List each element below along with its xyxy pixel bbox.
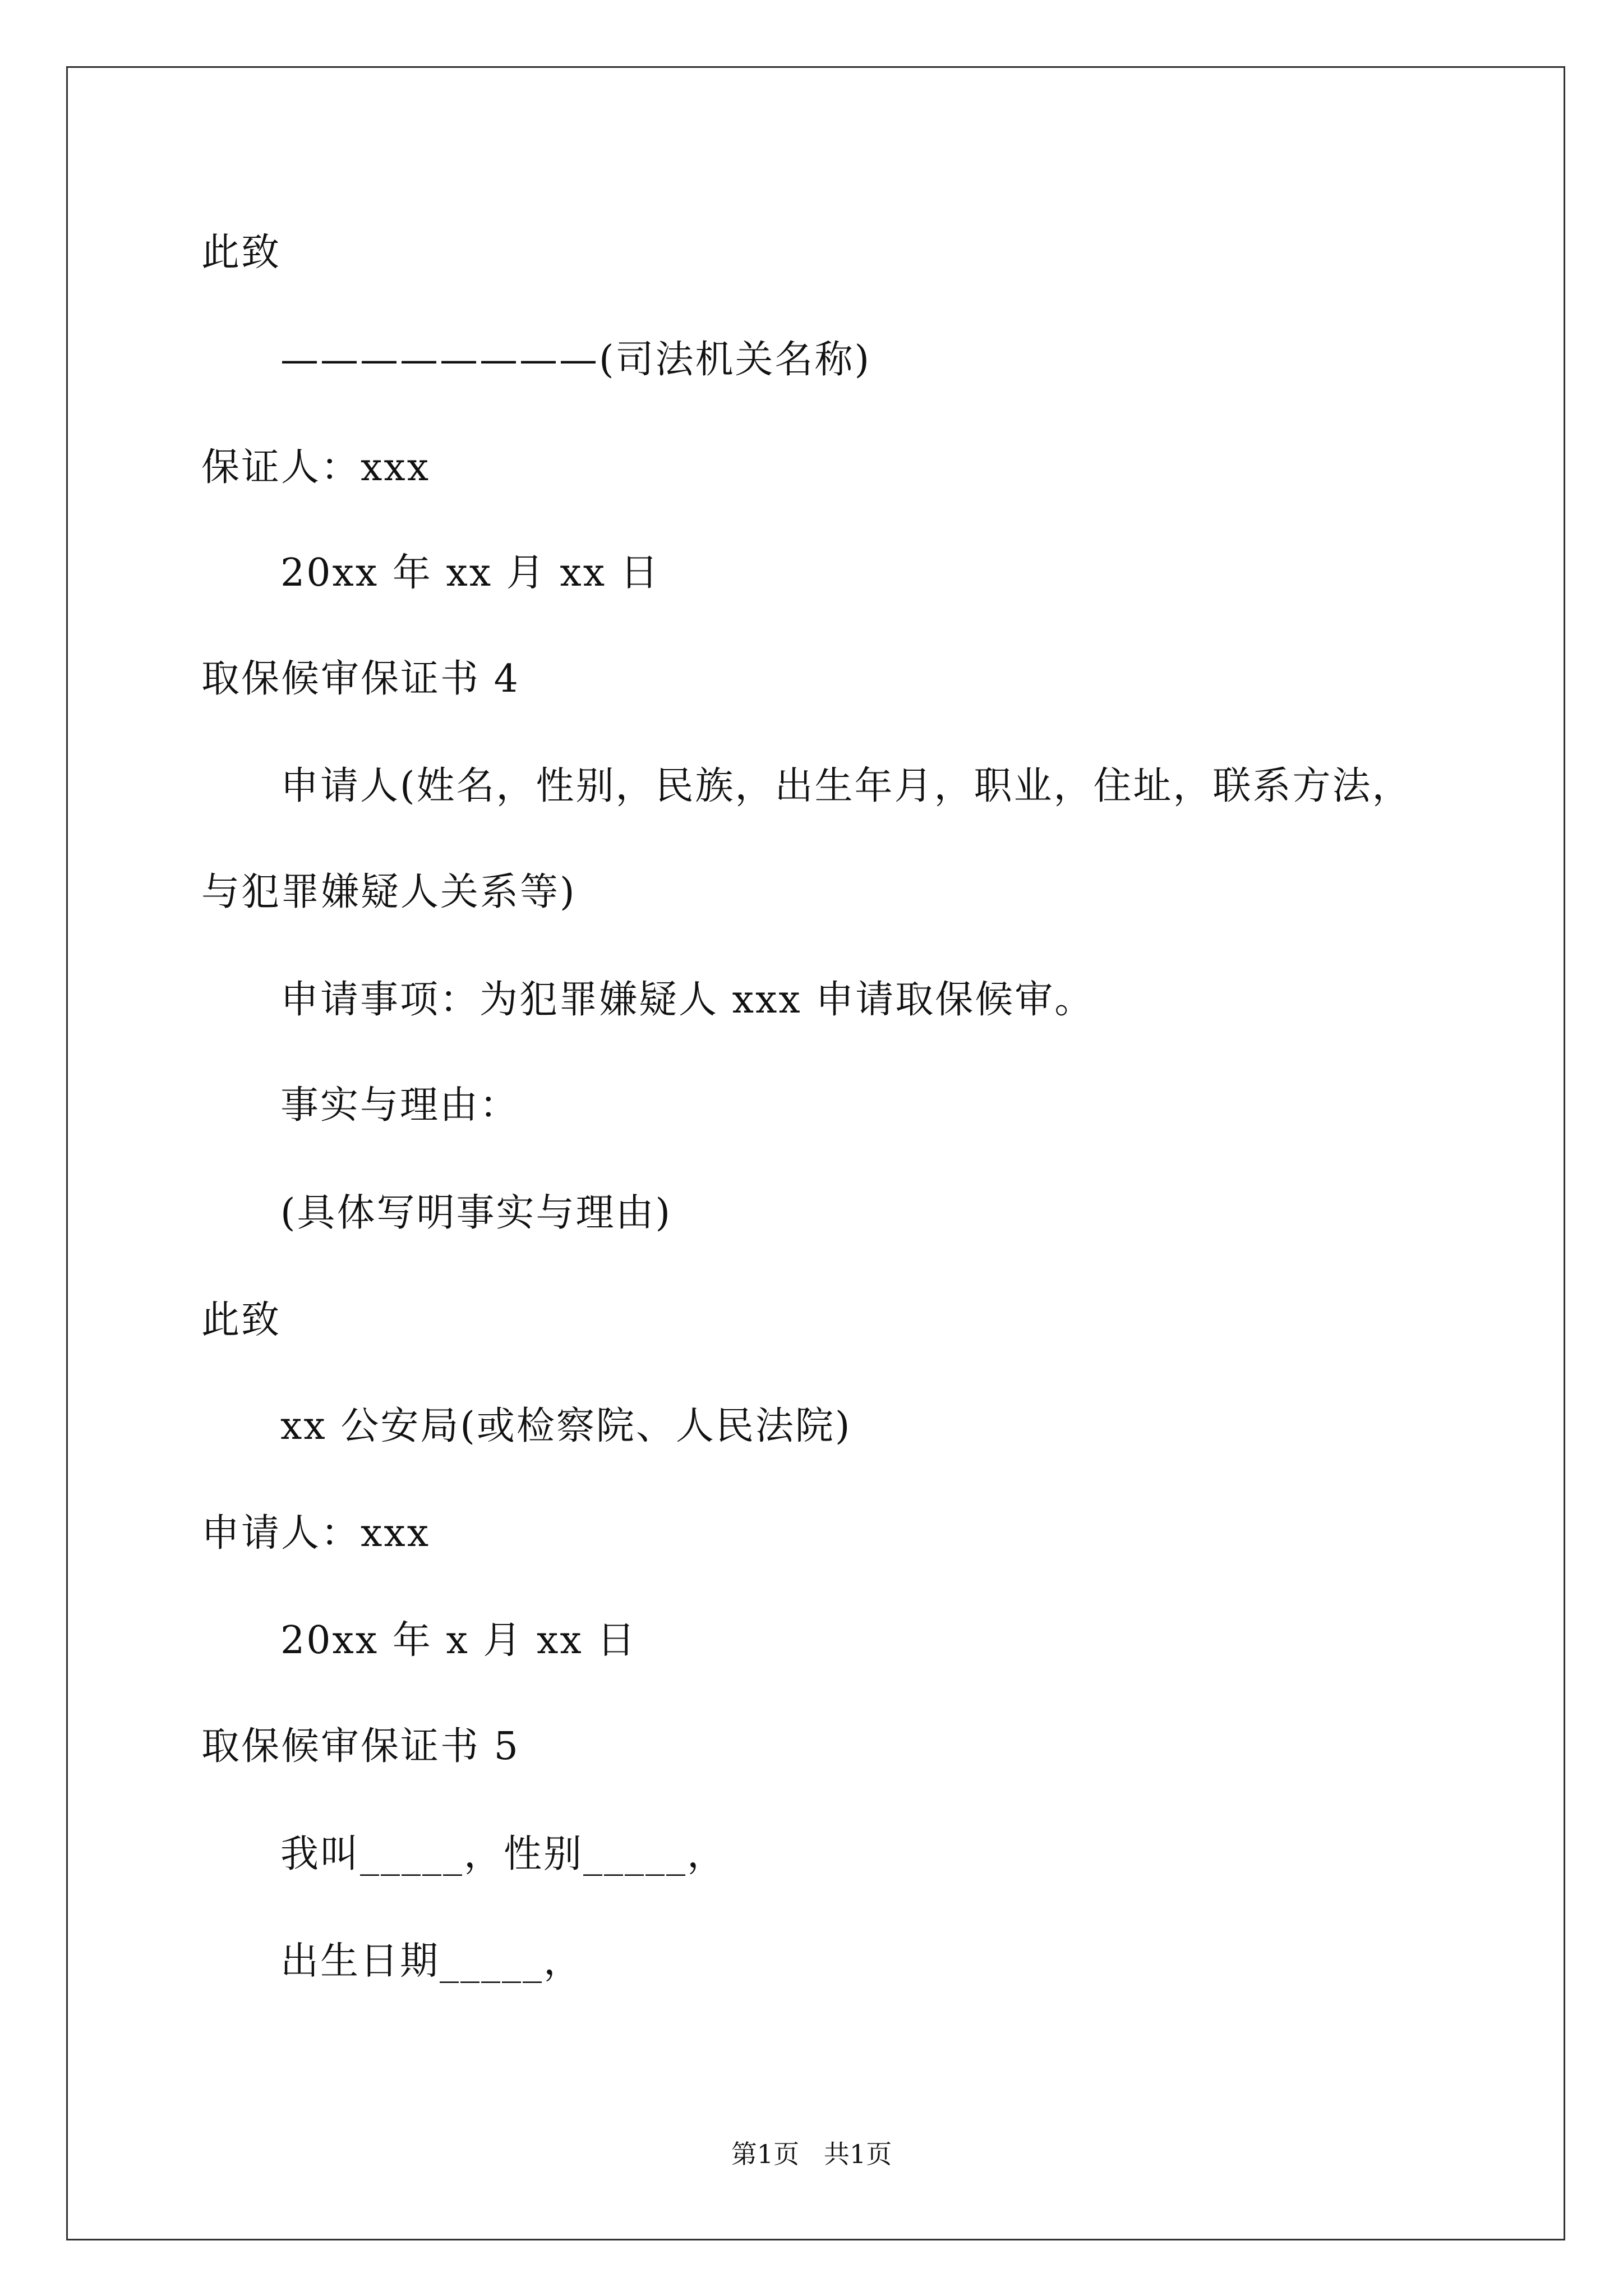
salutation: 此致 (201, 1298, 282, 1342)
section-heading: 取保候审保证书 5 (201, 1724, 520, 1769)
application-matter: 申请事项：为犯罪嫌疑人 xxx 申请取保候审。 (280, 978, 1095, 1022)
applicant-info: 申请人(姓名，性别，民族，出生年月，职业，住址，联系方法， (280, 764, 1412, 808)
page-number-footer: 第1页 共1页 (731, 2139, 892, 2169)
section-heading: 取保候审保证书 4 (201, 657, 520, 701)
applicant-signature: 申请人：xxx (201, 1511, 431, 1556)
guarantor-signature: 保证人：xxx (201, 445, 431, 490)
recipient-authority: xx 公安局(或检察院、人民法院) (280, 1404, 852, 1448)
salutation: 此致 (201, 231, 282, 275)
page-border (66, 66, 1565, 2240)
personal-info-line: 我叫_____，性别_____， (280, 1832, 727, 1876)
facts-reasons-label: 事实与理由： (280, 1083, 520, 1128)
signature-date: 20xx 年 xx 月 xx 日 (280, 551, 660, 595)
facts-reasons-text: (具体写明事实与理由) (280, 1191, 672, 1235)
recipient-authority: ————————(司法机关名称) (280, 338, 872, 382)
signature-date: 20xx 年 x 月 xx 日 (280, 1618, 637, 1663)
applicant-info-cont: 与犯罪嫌疑人关系等) (201, 870, 577, 914)
birth-date-line: 出生日期_____， (280, 1939, 584, 1984)
